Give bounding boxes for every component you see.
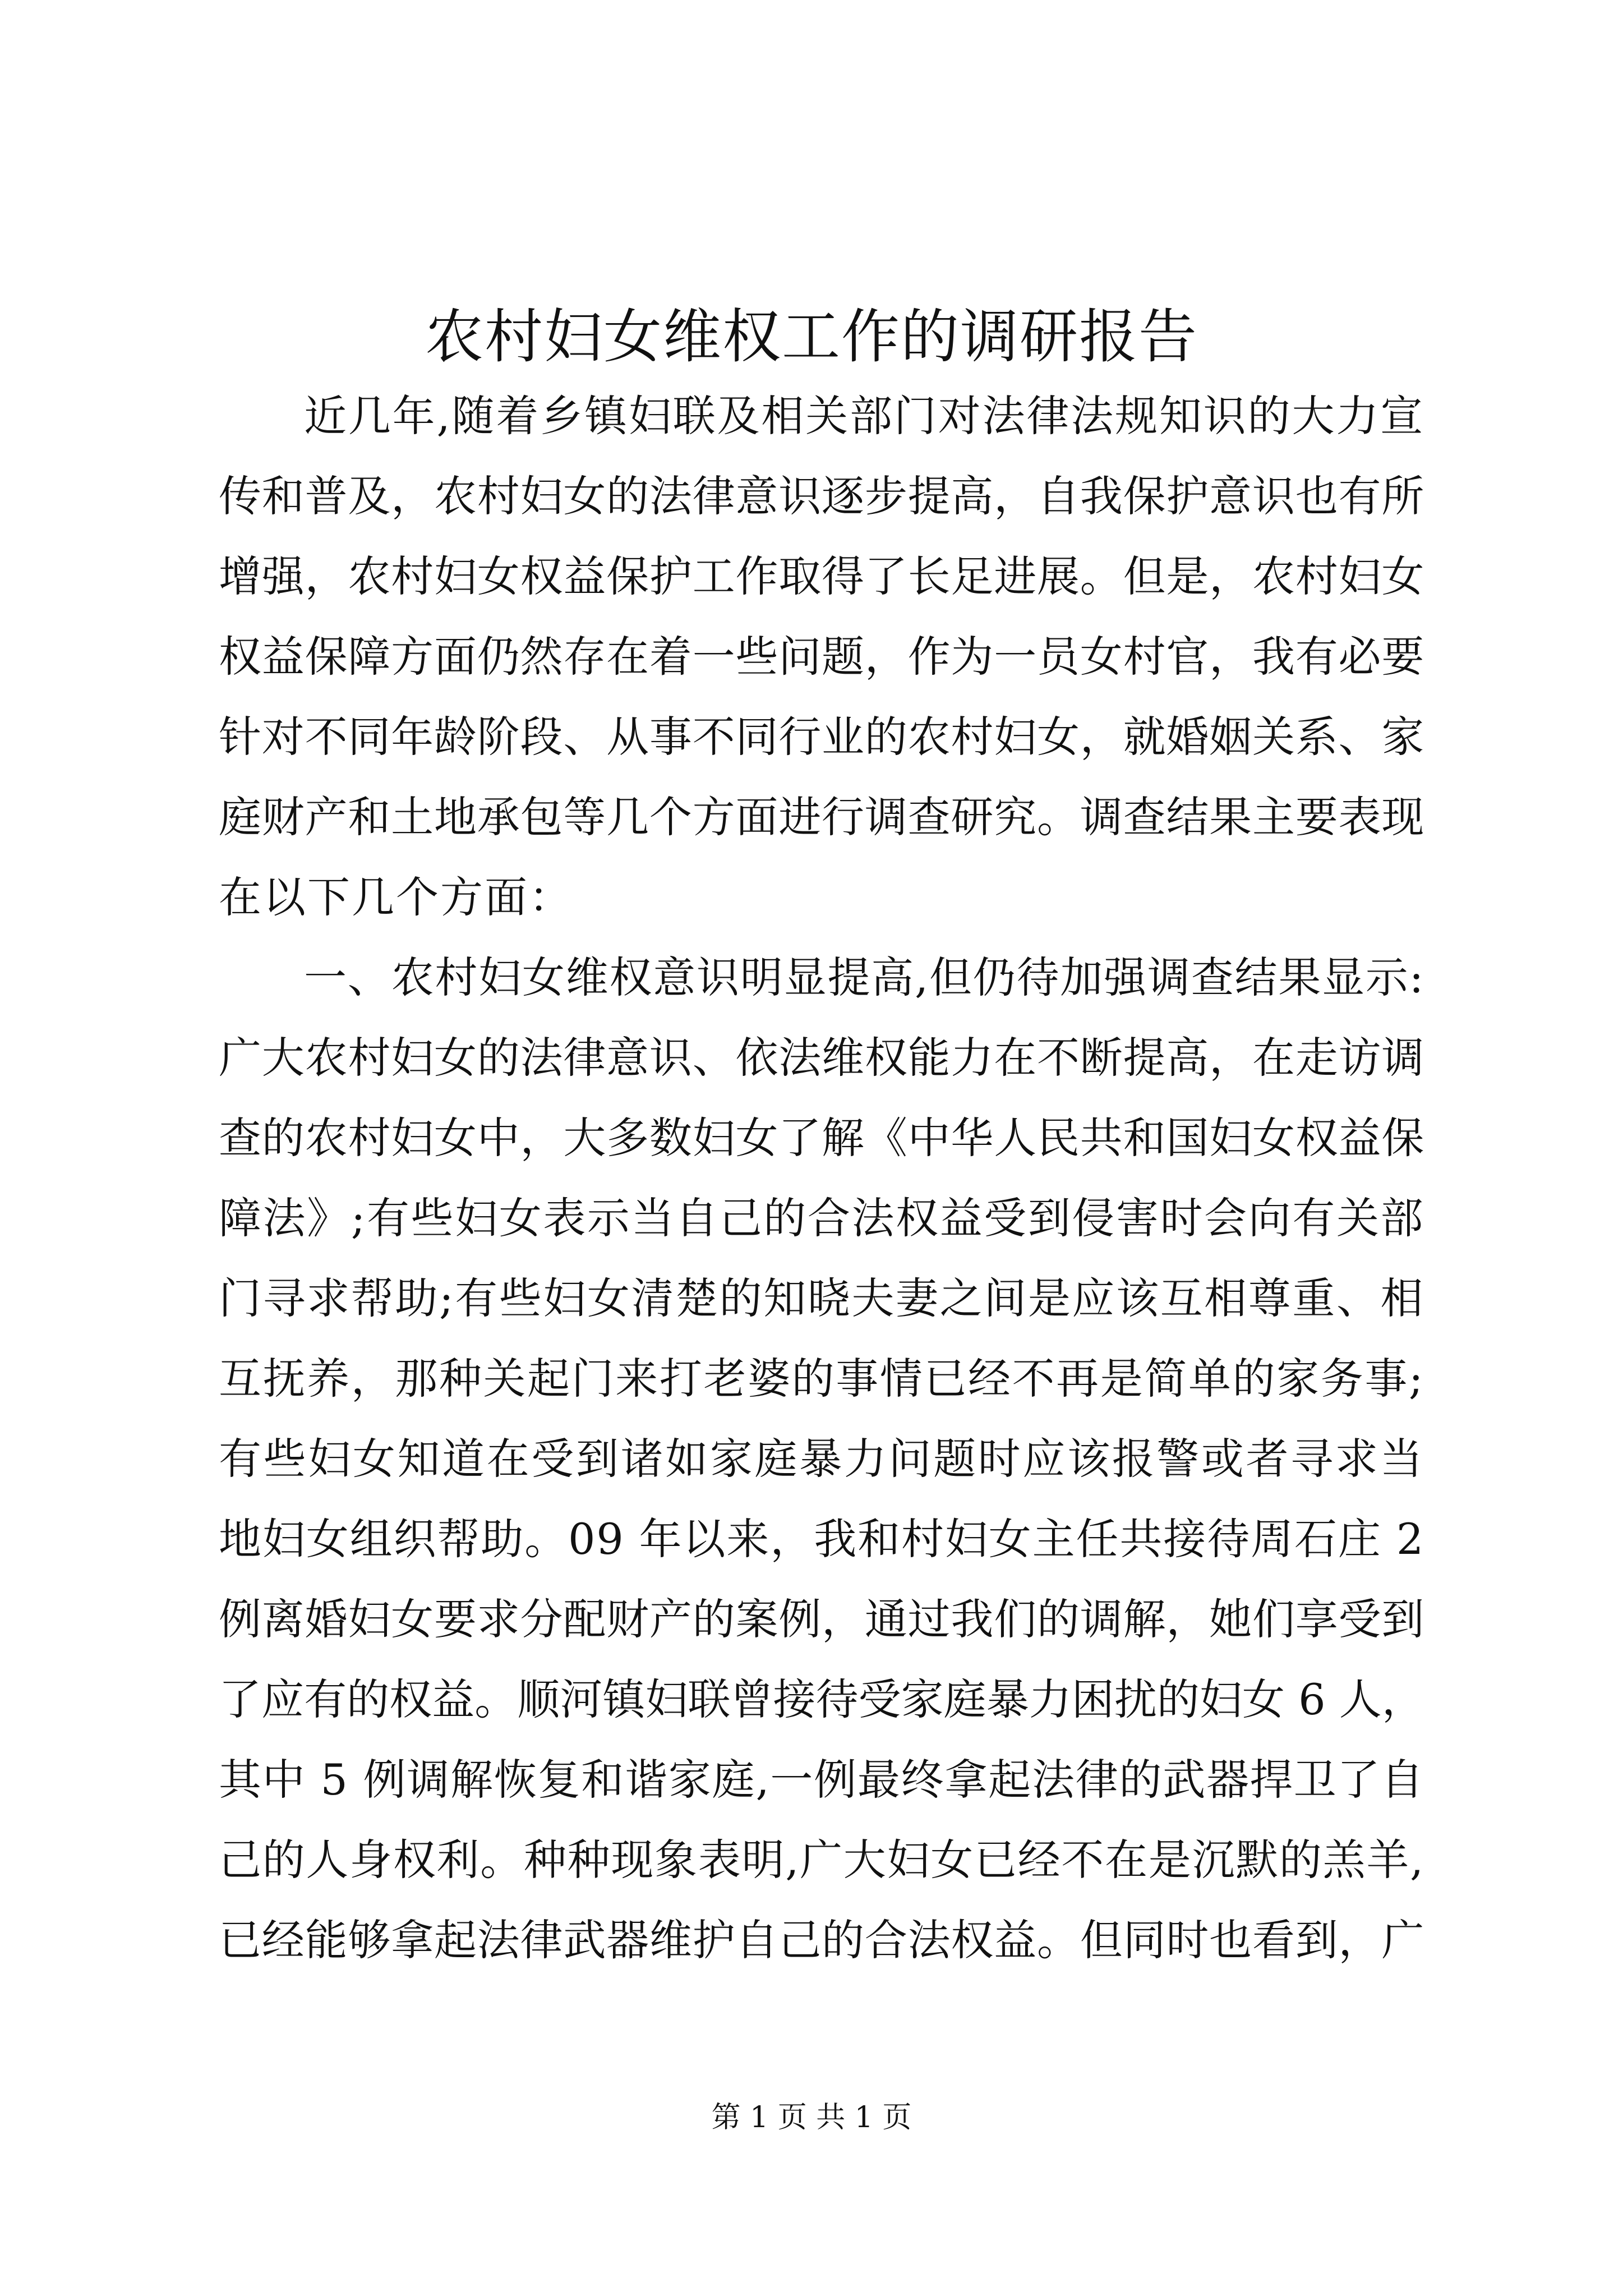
paragraph-line: 其中 5 例调解恢复和谐家庭,一例最终拿起法律的武器捍卫了自	[219, 1755, 1424, 1805]
paragraph-line: 广大农村妇女的法律意识、依法维权能力在不断提高，在走访调	[219, 1033, 1425, 1083]
document-body	[219, 376, 1424, 1980]
paragraph-line: 己的人身权利。种种现象表明,广大妇女已经不在是沉默的羔羊,	[219, 1835, 1424, 1885]
paragraph-line: 互抚养，那种关起门来打老婆的事情已经不再是简单的家务事;	[219, 1354, 1425, 1404]
page-footer: 第 1 页 共 1 页	[711, 2101, 912, 2134]
paragraph-line: 针对不同年龄阶段、从事不同行业的农村妇女，就婚姻关系、家	[219, 712, 1425, 762]
paragraph-line: 一、农村妇女维权意识明显提高,但仍待加强调查结果显示:	[304, 953, 1425, 1002]
paragraph-line: 障法》;有些妇女表示当自己的合法权益受到侵害时会向有关部	[219, 1193, 1425, 1243]
document-title: 农村妇女维权工作的调研报告	[425, 302, 1198, 371]
paragraph-line: 门寻求帮助;有些妇女清楚的知晓夫妻之间是应该互相尊重、相	[219, 1273, 1425, 1323]
paragraph-line: 庭财产和土地承包等几个方面进行调查研究。调查结果主要表现	[219, 792, 1425, 842]
paragraph-line: 有些妇女知道在受到诸如家庭暴力问题时应该报警或者寻求当	[219, 1434, 1425, 1484]
paragraph-line: 增强，农村妇女权益保护工作取得了长足进展。但是，农村妇女	[219, 551, 1425, 601]
paragraph-line: 例离婚妇女要求分配财产的案例，通过我们的调解，她们享受到	[219, 1594, 1425, 1644]
paragraph-line: 权益保障方面仍然存在着一些问题，作为一员女村官，我有必要	[219, 632, 1425, 682]
paragraph-line: 传和普及，农村妇女的法律意识逐步提高，自我保护意识也有所	[219, 471, 1425, 521]
paragraph-line: 查的农村妇女中，大多数妇女了解《中华人民共和国妇女权益保	[219, 1113, 1425, 1163]
paragraph-line: 已经能够拿起法律武器维护自己的合法权益。但同时也看到，广	[219, 1915, 1425, 1965]
paragraph-line: 近几年,随着乡镇妇联及相关部门对法律法规知识的大力宣	[304, 391, 1424, 441]
paragraph-line: 地妇女组织帮助。09 年以来，我和村妇女主任共接待周石庄 2	[219, 1514, 1425, 1564]
paragraph-line: 了应有的权益。顺河镇妇联曾接待受家庭暴力困扰的妇女 6 人，	[219, 1674, 1424, 1724]
paragraph-line: 在以下几个方面：	[219, 872, 573, 922]
